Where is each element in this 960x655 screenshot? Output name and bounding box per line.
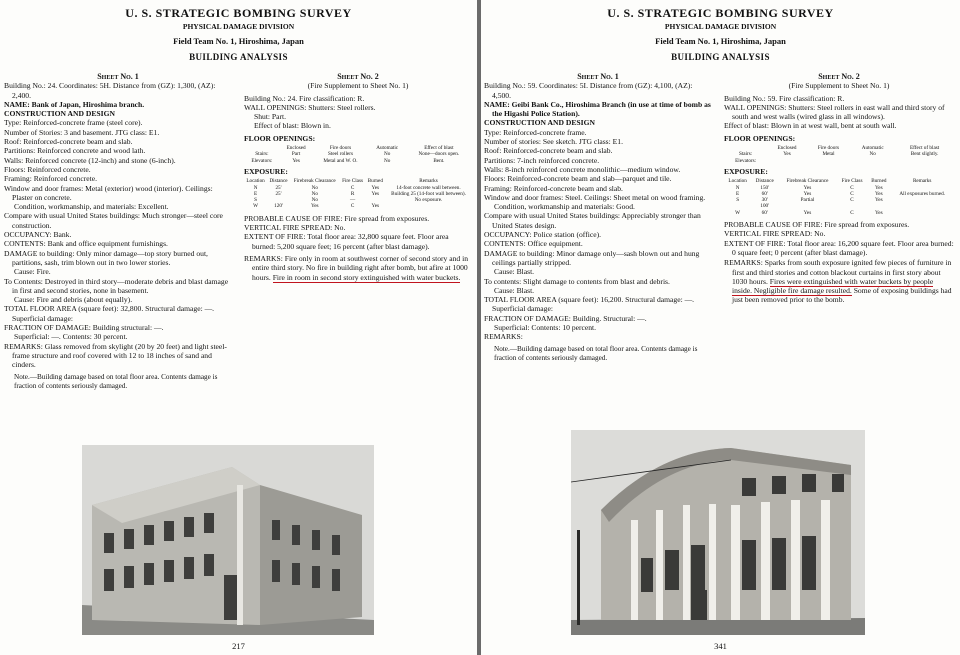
table-row: S 30' Partial C Yes <box>736 197 883 204</box>
line: Building No.: 24. Fire classification: R. <box>244 93 365 103</box>
note: Note.—Building damage based on total floor area. Contents damage is fraction of contents seriously damaged. <box>494 344 698 362</box>
line: Framing: Reinforced-concrete beam and slab. <box>484 183 623 193</box>
building-photo-geibi-bank <box>571 430 865 635</box>
line: Partitions: 7-inch reinforced concrete. <box>484 155 600 165</box>
line: Cause: Fire and debris (about equally). <box>14 295 133 305</box>
line: Cause: Blast. <box>494 285 535 295</box>
sheet-1-column <box>484 72 712 363</box>
line: Condition, workmanship and materials: Good. <box>494 202 635 212</box>
remarks-text: REMARKS: Fire only in room at southwest corner of second story and in entire third story. No fire in building right after bomb, but afire at 1000 hours. <box>244 253 468 282</box>
sheet-2-column <box>244 72 472 282</box>
table-row: 100' <box>760 203 770 210</box>
sheet-2-subheading: (Fire Supplement to Sheet No. 1) <box>788 81 890 91</box>
line: PROBABLE CAUSE OF FIRE: Fire spread from exposures. <box>724 220 910 230</box>
line: WALL OPENINGS: Shutters: Steel rollers. <box>244 102 376 112</box>
section-heading: CONSTRUCTION AND DESIGN <box>484 118 595 128</box>
line: OCCUPANCY: Bank. <box>4 230 72 240</box>
line: Window and door frames: Metal (exterior) wood (interior). Ceilings: Plaster on concrete. <box>4 183 213 202</box>
line: REMARKS: Glass removed from skylight (20 by 20 feet) and light steel-frame structure and roof covered with 12 to 18 inches of sand and cinders. <box>4 341 227 370</box>
line: Superficial: —. Contents: 30 percent. <box>14 332 128 342</box>
line: Roof: Reinforced-concrete beam and slab. <box>4 137 133 147</box>
line: WALL OPENINGS: Shutters: Steel rollers in east wall and third story of south and west walls (wired glass in all windows). <box>724 102 945 122</box>
line: CONTENTS: Bank and office equipment furnishings. <box>4 239 168 249</box>
division-title: PHYSICAL DAMAGE DIVISION <box>664 22 777 31</box>
line: Floors: Reinforced-concrete beam and slab—parquet and tile. <box>484 174 672 184</box>
table-row: N 150' Yes C Yes <box>735 184 883 191</box>
line: Compare with usual United States buildings: Appreciably stronger than United States design. <box>484 211 701 230</box>
line: Building No.: 59. Fire classification: R. <box>724 93 845 103</box>
remarks-text: REMARKS: Sparks from south exposure ignited few pieces of furniture in first and third stories and cotton blackout curtains in first story about 1030 hours. <box>724 258 952 286</box>
line: Superficial: Contents: 10 percent. <box>494 323 597 333</box>
line: Effect of blast: Blown in. <box>254 121 331 131</box>
exposure-heading: EXPOSURE: <box>244 166 288 176</box>
line: FRACTION OF DAMAGE: Building. Structural: —. <box>484 313 647 323</box>
team-title: Field Team No. 1, Hiroshima, Japan <box>173 36 304 46</box>
table-row: W 120' Yes C Yes <box>253 203 380 210</box>
survey-title: U. S. STRATEGIC BOMBING SURVEY <box>125 6 352 20</box>
line: Shut: Part. <box>254 112 287 122</box>
table-row: W 60' Yes C Yes <box>735 209 883 216</box>
line: REMARKS: <box>484 332 523 342</box>
line: Type: Reinforced-concrete frame (steel core). <box>4 118 143 128</box>
line: Framing: Reinforced concrete. <box>4 174 97 184</box>
line: To contents: Slight damage to contents from blast and debris. <box>484 276 670 286</box>
line: Partitions: Reinforced concrete and wood lath. <box>4 146 146 156</box>
page-217 <box>0 0 477 655</box>
line: To Contents: Destroyed in third story—moderate debris and blast damage in first and second stories, none in basement. <box>4 276 229 295</box>
line: TOTAL FLOOR AREA (square feet): 16,200. Structural damage: —. Superficial damage: <box>484 295 695 314</box>
page-number: 217 <box>232 641 245 651</box>
remarks <box>244 254 472 282</box>
line: Number of stories: See sketch. JTG class: E1. <box>484 137 623 147</box>
sheet-1-column <box>4 72 232 391</box>
line: DAMAGE to building: Minor damage only—sash blown out and hung ceilings partially stripped. <box>484 248 700 267</box>
line: NAME: Bank of Japan, Hiroshima branch. <box>4 99 145 109</box>
floor-openings-heading: FLOOR OPENINGS: <box>244 133 316 143</box>
table-row: N 25' No C Yes 14-foot concrete wall between. <box>253 184 461 191</box>
line: Compare with usual United States buildings: Much stronger—steel core construction. <box>4 211 223 230</box>
line: Building No.: 24. Coordinates: 5H. Distance from (GZ): 1,300, (AZ): 2,400. <box>4 81 216 100</box>
floor-openings-table: Enclosed Fire doors Automatic Effect of blast Stairs: Yes Metal No Bent slightly. Elevators: <box>724 145 954 164</box>
line: Effect of blast: Blown in at west wall, bent at south wall. <box>724 121 897 131</box>
building-photo-bank-of-japan <box>82 445 374 635</box>
bank-of-japan-photo <box>82 445 374 635</box>
table-row: Stairs: Yes Metal No Bent slightly. <box>738 151 939 158</box>
geibi-bank-photo <box>571 430 865 635</box>
line: Building No.: 59. Coordinates: 5I. Distance from (GZ): 4,100, (AZ): 4,500. <box>484 81 693 100</box>
line: EXTENT OF FIRE: Total floor area: 16,200 square feet. Floor area burned: 0 square feet; 0 percent (after blast damage). <box>724 238 954 257</box>
line: Cause: Fire. <box>14 267 51 277</box>
report-title: BUILDING ANALYSIS <box>189 52 288 62</box>
table-row: S No — No exposure. <box>254 197 443 204</box>
table-row: E 25' No R Yes Building 25 (14-foot wall between). <box>253 190 466 197</box>
remarks-underlined: Fires were extinguished with water buckets by people inside. Negligible fire damage resulted. <box>732 276 934 296</box>
line: Condition, workmanship, and materials: Excellent. <box>14 202 169 212</box>
line: PROBABLE CAUSE OF FIRE: Fire spread from exposures. <box>244 213 430 223</box>
line: Walls: Reinforced concrete (12-inch) and stone (6-inch). <box>4 155 176 165</box>
table-row: Stairs: Part Steel rollers No None—doors open. <box>255 151 460 158</box>
line: OCCUPANCY: Police station (office). <box>484 230 602 240</box>
floor-openings-table: Enclosed Fire doors Automatic Effect of blast Stairs: Part Steel rollers No None—doors open. Elevators: Yes Metal and W. O. No Bent. <box>244 145 472 164</box>
sheet-2-heading: Sheet No. 2 <box>818 72 860 81</box>
line: Walls: 8-inch reinforced concrete monolithic—medium window. <box>484 164 681 174</box>
survey-title: U. S. STRATEGIC BOMBING SURVEY <box>607 6 834 20</box>
line: Window and door frames: Steel. Ceilings: Sheet metal on wood framing. <box>484 192 706 202</box>
line: FRACTION OF DAMAGE: Building structural: —. <box>4 323 164 333</box>
exposure-table: Location Distance Firebreak Clearance Fire Class Burned Remarks N 25' No C Yes 14-foot concrete wall between. E 25' No R Yes Building 25 (14-foot wall between). S No — No exposure. W 120' Yes C Yes <box>244 178 472 209</box>
line: VERTICAL FIRE SPREAD: No. <box>724 229 826 239</box>
remarks-underlined: Fire in room in second story extinguished with water buckets. <box>272 272 461 282</box>
table-row: Elevators: Yes Metal and W. O. No Bent. <box>251 157 445 164</box>
report-title: BUILDING ANALYSIS <box>671 52 770 62</box>
line: Floors: Reinforced concrete. <box>4 164 91 174</box>
sheet-2-heading: Sheet No. 2 <box>337 72 379 81</box>
page-number: 341 <box>714 641 727 651</box>
line: Type: Reinforced-concrete frame. <box>484 127 587 137</box>
line: EXTENT OF FIRE: Total floor area: 32,800 square feet. Floor area burned: 5,200 square feet; 16 percent (after blast damage). <box>244 232 449 251</box>
exposure-table: Location Distance Firebreak Clearance Fire Class Burned Remarks N 150' Yes C Yes E 60' Yes C Yes All exposures burned. S 30' Partial C Yes 100' W 60' Yes C Yes <box>724 178 954 216</box>
line: DAMAGE to building: Only minor damage—top story burned out, partitions, sash, trim blown out in two lower stories. <box>4 248 208 267</box>
line: Cause: Blast. <box>494 267 535 277</box>
division-title: PHYSICAL DAMAGE DIVISION <box>182 22 295 31</box>
sheet-2-subheading: (Fire Supplement to Sheet No. 1) <box>307 81 409 91</box>
page-341 <box>481 0 960 655</box>
remarks-tail: Some of exposing buildings had just been removed prior to the bomb. <box>732 286 952 305</box>
section-heading: CONSTRUCTION AND DESIGN <box>4 109 115 119</box>
line: NAME: Geibi Bank Co., Hiroshima Branch (in use at time of bomb as the Higashi Police Station). <box>484 99 711 119</box>
line: CONTENTS: Office equipment. <box>484 239 583 249</box>
table-row: Elevators: <box>735 157 757 164</box>
sheet-1-heading: Sheet No. 1 <box>97 72 139 81</box>
line: TOTAL FLOOR AREA (square feet): 32,800. Structural damage: —. Superficial damage: <box>4 304 215 323</box>
line: VERTICAL FIRE SPREAD: No. <box>244 223 346 233</box>
table-row: E 60' Yes C Yes All exposures burned. <box>736 190 946 197</box>
line: Number of Stories: 3 and basement. JTG class: E1. <box>4 127 160 137</box>
line: Roof: Reinforced-concrete beam and slab. <box>484 146 613 156</box>
remarks <box>724 258 954 304</box>
exposure-heading: EXPOSURE: <box>724 166 768 176</box>
note: Note.—Building damage based on total floor area. Contents damage is fraction of contents seriously damaged. <box>14 372 218 390</box>
sheet-1-heading: Sheet No. 1 <box>577 72 619 81</box>
floor-openings-heading: FLOOR OPENINGS: <box>724 133 796 143</box>
team-title: Field Team No. 1, Hiroshima, Japan <box>655 36 786 46</box>
sheet-2-column <box>724 72 954 305</box>
